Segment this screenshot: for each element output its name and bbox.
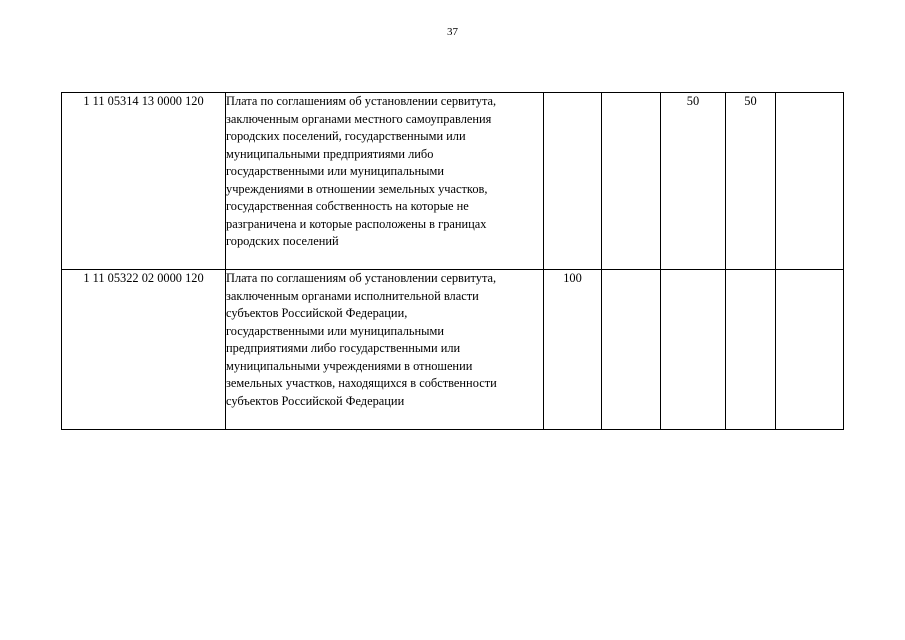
description-line: учреждениями в отношении земельных участков, — [226, 181, 488, 196]
description-line: городских поселений, государственными или — [226, 129, 466, 143]
description-line: разграничена и которые расположены в границах — [226, 216, 487, 231]
value-cell: 50 — [661, 93, 726, 270]
description-line: государственными или муниципальными — [226, 164, 444, 178]
description-line: заключенным органами исполнительной власти — [226, 288, 479, 303]
description-line: государственными или муниципальными — [226, 323, 444, 338]
value-cell: 100 — [544, 270, 602, 430]
value-cell — [602, 270, 661, 430]
description-line: муниципальными учреждениями в отношении — [226, 358, 473, 373]
budget-table — [61, 92, 844, 430]
description-line: Плата по соглашениям об установлении сервитута, — [226, 271, 497, 285]
description-line: субъектов Российской Федерации, — [226, 306, 408, 320]
table-row — [62, 270, 844, 430]
description-line: земельных участков, находящихся в собственности — [226, 376, 497, 390]
value-cell — [602, 93, 661, 270]
page-number: 37 — [447, 26, 458, 38]
table-row — [62, 93, 844, 270]
description-line: городских поселений — [226, 234, 339, 248]
value-cell: 50 — [726, 93, 776, 270]
value-cell — [776, 270, 844, 430]
classification-code: 1 11 05314 13 0000 120 — [62, 93, 226, 270]
revenue-description — [226, 93, 544, 270]
description-line: заключенным органами местного самоуправления — [226, 111, 492, 126]
value-cell — [544, 93, 602, 270]
description-line: предприятиями либо государственными или — [226, 341, 461, 355]
value-cell — [776, 93, 844, 270]
description-line: Плата по соглашениям об установлении сервитута, — [226, 94, 497, 108]
description-line: субъектов Российской Федерации — [226, 393, 405, 408]
description-line: государственная собственность на которые не — [226, 199, 469, 213]
revenue-description — [226, 270, 544, 430]
classification-code: 1 11 05322 02 0000 120 — [62, 270, 226, 430]
value-cell — [661, 270, 726, 430]
description-line: муниципальными предприятиями либо — [226, 146, 434, 161]
value-cell — [726, 270, 776, 430]
